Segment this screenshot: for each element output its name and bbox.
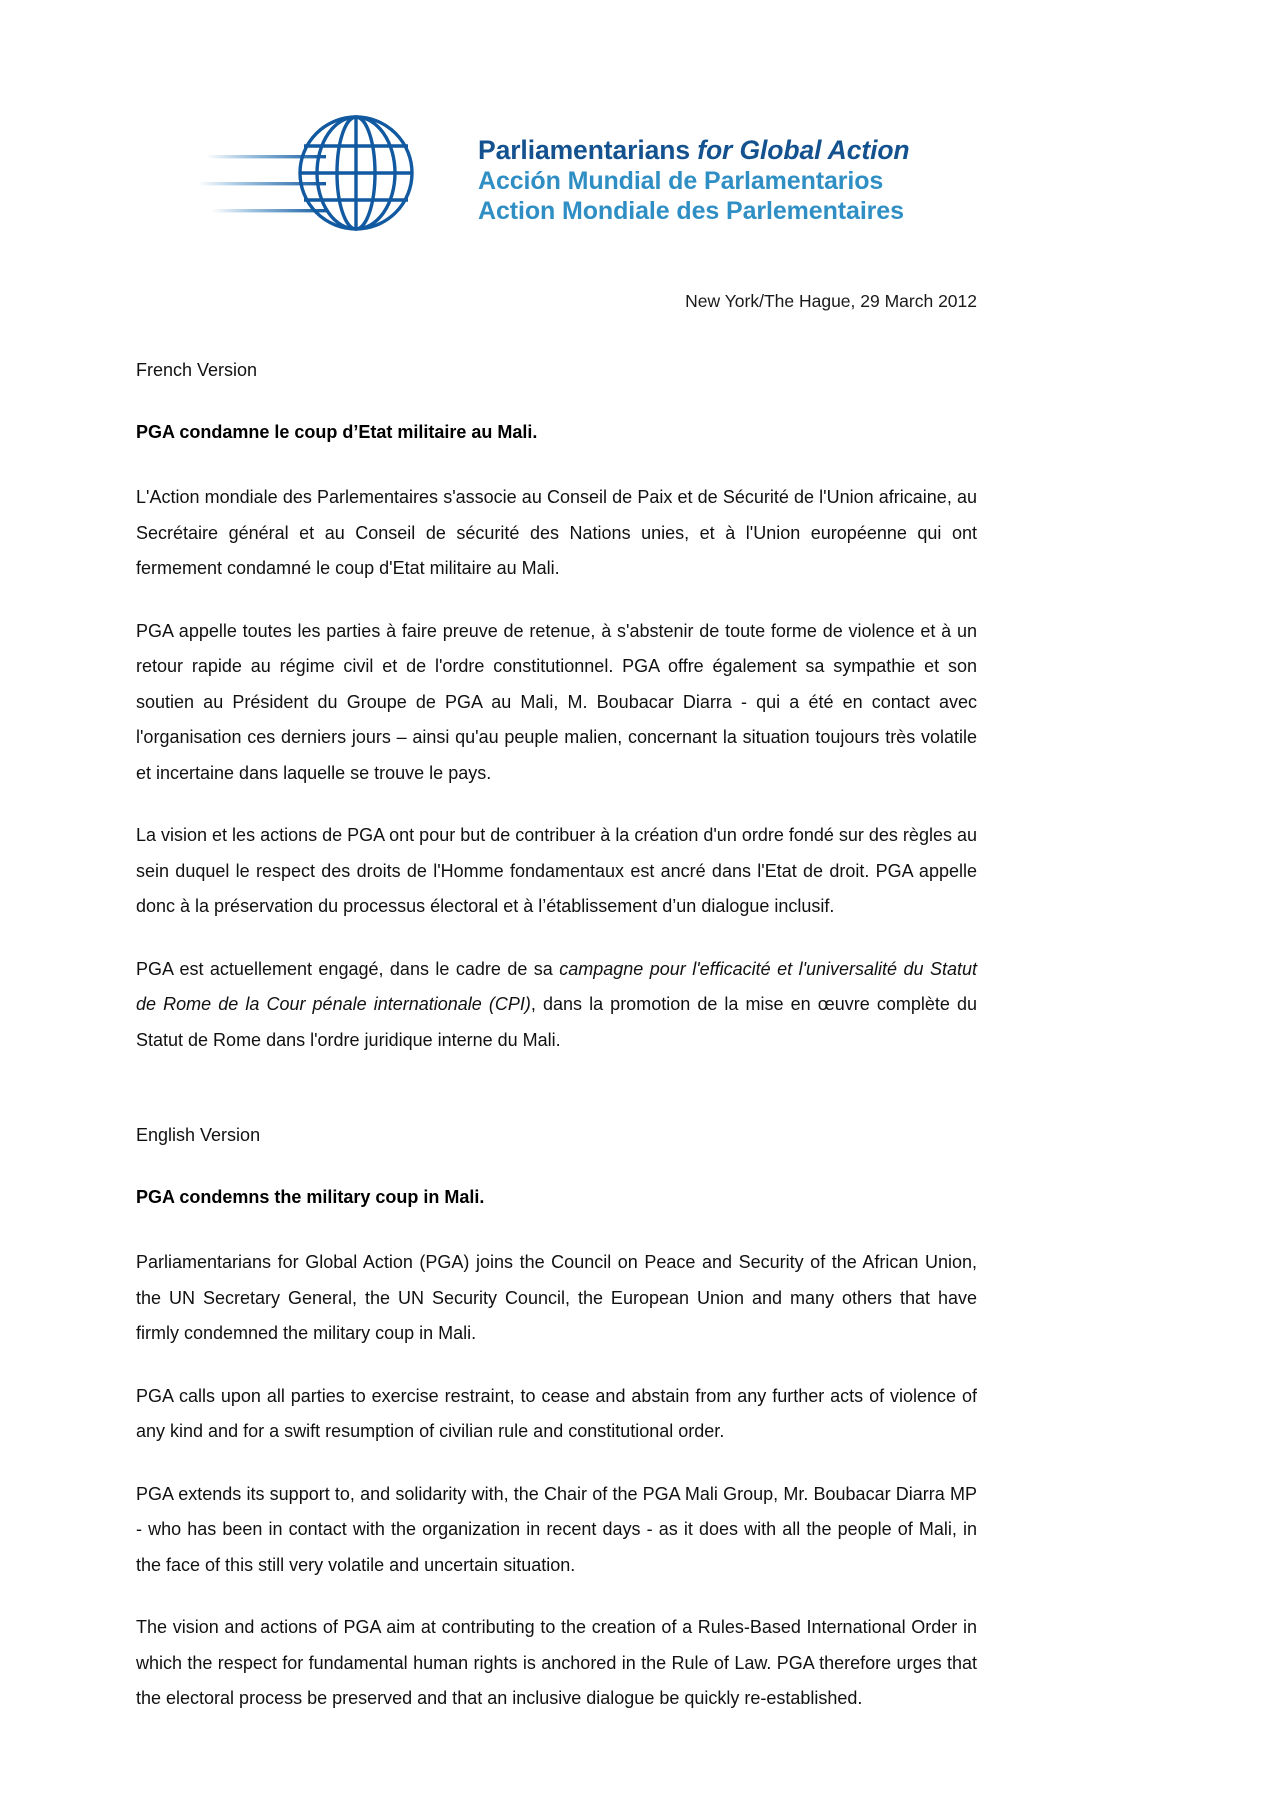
french-paragraph-2: PGA appelle toutes les parties à faire preuve de retenue, à s'abstenir de toute forme de violence et à un retour rapide au régime civil et de l'ordre constitutionnel. PGA offre également sa sympathie et son soutien au Président du Groupe de PGA au Mali, M. Boubacar Diarra - qui a été en contact avec l'organisation ces derniers jours – ainsi qu'au peuple malien, concernant la situation toujours très volatile et incertaine dans laquelle se trouve le pays. (136, 620, 977, 783)
english-paragraph-3: PGA extends its support to, and solidarity with, the Chair of the PGA Mali Group, Mr. Boubacar Diarra MP - who has been in contact with the organization in recent days - as it does with all the people of Mali, in the face of this still very volatile and uncertain situation. (136, 1483, 977, 1575)
french-paragraph-rome-statute (136, 952, 977, 1059)
logo-line-english-plain: Parliamentarians (478, 135, 698, 165)
english-title: PGA condemns the military coup in Mali. (136, 1187, 485, 1207)
logo-line-french: Action Mondiale des Parlementaires (478, 197, 904, 225)
logo-line-english (478, 135, 978, 166)
french-title: PGA condamne le coup d’Etat militaire au Mali. (136, 422, 538, 442)
dateline: New York/The Hague, 29 March 2012 (685, 291, 977, 311)
french-paragraph-3: La vision et les actions de PGA ont pour but de contribuer à la création d'un ordre fondé sur des règles au sein duquel le respect des droits de l'Homme fondamentaux est ancré dans l'Etat de droit. PGA appelle donc à la préservation du processus électoral et à l’établissement d’un dialogue inclusif. (136, 825, 977, 916)
pga-logo (196, 108, 976, 238)
letterhead (0, 108, 1280, 248)
english-paragraph-2: PGA calls upon all parties to exercise restraint, to cease and abstain from any further acts of violence of any kind and for a swift resumption of civilian rule and constitutional order. (136, 1385, 977, 1441)
logo-line-english-italic: for Global Action (697, 135, 910, 165)
logo-line-spanish: Acción Mundial de Parlamentarios (478, 167, 884, 195)
english-paragraph-4: The vision and actions of PGA aim at contributing to the creation of a Rules-Based International Order in which the respect for fundamental human rights is anchored in the Rule of Law. PGA therefore urges that the electoral process be preserved and that an inclusive dialogue be quickly re-established. (136, 1617, 977, 1708)
french-version-label: French Version (136, 360, 258, 380)
french-paragraph-1: L'Action mondiale des Parlementaires s'associe au Conseil de Paix et de Sécurité de l'Union africaine, au Secrétaire général et au Conseil de sécurité des Nations unies, et à l'Union européenne qui ont fermement condamné le coup d'Etat militaire au Mali. (136, 487, 977, 578)
logo-wordmark (478, 135, 978, 226)
rome-italic-campaign: campagne pour l'efficacité et l'universalité du Statut de Rome de la Cour pénale internationale (CPI) (136, 958, 978, 1014)
english-version-label: English Version (136, 1125, 261, 1145)
version-spacer (136, 1085, 977, 1121)
globe-logo-icon (196, 112, 466, 234)
english-paragraph-1: Parliamentarians for Global Action (PGA) joins the Council on Peace and Security of the African Union, the UN Secretary General, the UN Security Council, the European Union and many others that have firmly condemned the military coup in Mali. (136, 1252, 977, 1343)
document-body (136, 288, 977, 1744)
rome-before-italic: PGA est actuellement engagé, dans le cadre de sa (136, 958, 560, 979)
rome-after-italic: , dans la promotion de la mise en œuvre complète du Statut de Rome dans l'ordre juridique interne du Mali. (136, 994, 977, 1050)
